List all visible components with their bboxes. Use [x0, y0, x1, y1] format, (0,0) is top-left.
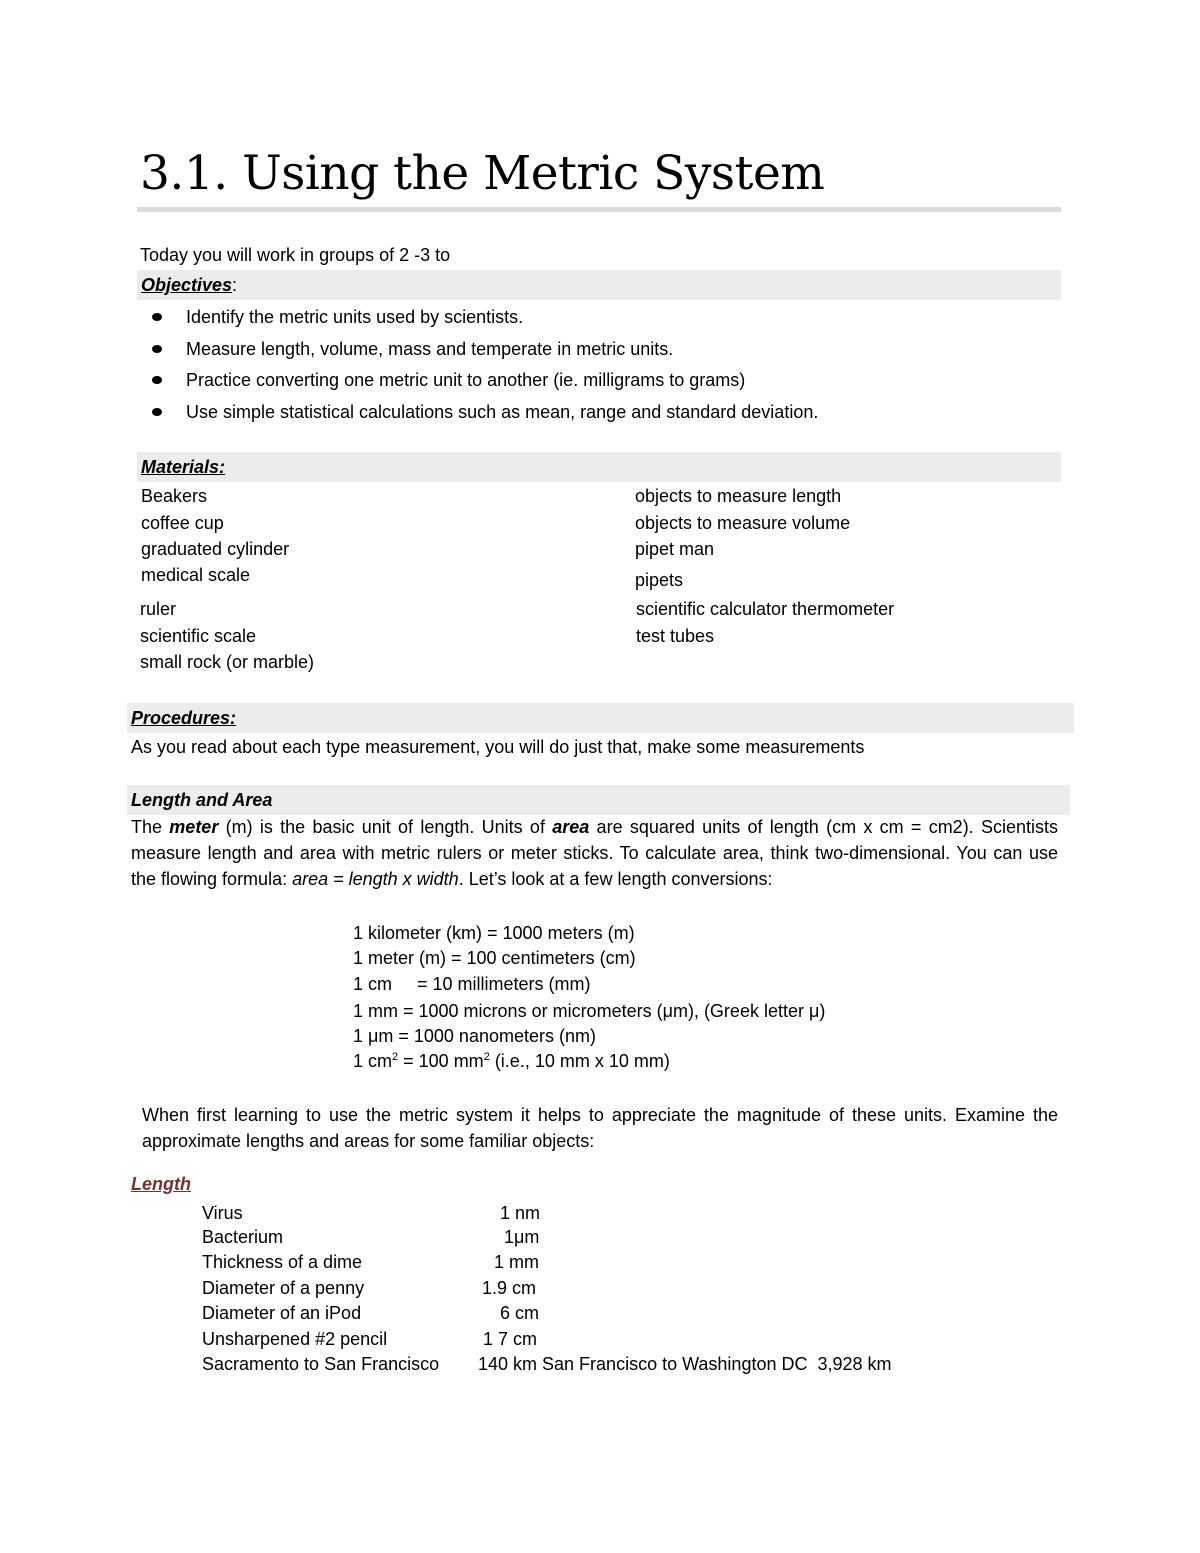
term-area: area [552, 817, 590, 837]
materials-band [137, 452, 1061, 482]
material-item: scientific scale [140, 626, 257, 646]
procedures-text: As you read about each type measurement, you will do just that, make some measurements [131, 737, 865, 757]
material-item: pipets [635, 570, 684, 590]
objectives-heading: Objectives [141, 275, 233, 295]
length-row-name: Virus [202, 1203, 243, 1223]
procedures-heading: Procedures: [131, 708, 237, 728]
objectives-heading-colon: : [232, 275, 238, 295]
material-item: coffee cup [141, 513, 224, 533]
title-rule [137, 207, 1061, 212]
material-item: objects to measure volume [635, 513, 851, 533]
length-row-name: Diameter of an iPod [202, 1303, 362, 1323]
list-item: Identify the metric units used by scientists. [140, 302, 818, 334]
conversion-line: 1 $cm^2 = 100$ $mm^2$ (i.e., 10 mm x 10 mm) [353, 1051, 670, 1071]
material-item: pipet man [635, 539, 715, 559]
length-area-heading: Length and Area [131, 790, 273, 810]
list-item: Practice converting one metric unit to another (ie. milligrams to grams) [140, 365, 818, 397]
material-item: small rock (or marble) [140, 652, 315, 672]
length-row-value: 1 7 cm [483, 1329, 538, 1349]
area-formula: area = length x width [292, 869, 459, 890]
material-item: scientific calculator thermometer [636, 599, 895, 619]
length-row-name: Diameter of a penny [202, 1278, 365, 1298]
intro-text: Today you will work in groups of 2 -3 to [140, 245, 451, 265]
conversion-line: 1 meter (m) = 100 centimeters (cm) [353, 948, 636, 968]
list-item: Measure length, volume, mass and temperate in metric units. [140, 334, 818, 366]
length-row-name: Unsharpened #2 pencil [202, 1329, 388, 1349]
length-row-value: 1μm [504, 1227, 540, 1247]
material-item: objects to measure length [635, 486, 842, 506]
length-row-name: Sacramento to San Francisco [202, 1354, 440, 1374]
length-row-value: 1 mm [494, 1252, 539, 1272]
length-row-name: Bacterium [202, 1227, 284, 1247]
length-row-value: 1.9 cm [482, 1278, 537, 1298]
materials-heading: Materials: [141, 457, 226, 477]
list-item: Use simple statistical calculations such as mean, range and standard deviation. [140, 397, 818, 429]
bullet-icon [152, 345, 162, 353]
length-area-paragraph: The meter (m) is the basic unit of length. Units of area are squared units of length (cm x cm = cm2). Scientists measure length and area with metric rulers or meter sticks. To calculate area, think two-dimensional. You can use the flowing formula: area = length x width. Let’s look at a few length conversions: [131, 817, 1058, 890]
material-item: test tubes [636, 626, 715, 646]
material-item: ruler [140, 599, 177, 619]
conversion-line: 1 mm = 1000 microns or micrometers (μm), (Greek letter μ) [353, 1001, 826, 1021]
length-row-value: 6 cm [500, 1303, 540, 1323]
length-row-name: Thickness of a dime [202, 1252, 363, 1272]
procedures-band [127, 703, 1074, 733]
material-item: medical scale [141, 565, 251, 585]
term-meter: meter [169, 817, 219, 837]
conversion-line: 1 cm = 10 millimeters (mm) [353, 974, 591, 994]
conversion-line: 1 μm = 1000 nanometers (nm) [353, 1026, 596, 1046]
magnitude-paragraph: When first learning to use the metric system it helps to appreciate the magnitude of these units. Examine the approximate lengths and areas for some familiar objects: [142, 1105, 1058, 1151]
length-row-value: 140 km San Francisco to Washington DC 3,928 km [478, 1354, 892, 1374]
bullet-icon [152, 408, 162, 416]
objectives-band [137, 270, 1061, 300]
bullet-icon [152, 313, 162, 321]
bullet-icon [152, 376, 162, 384]
page-title: 3.1. Using the Metric System [140, 146, 825, 201]
length-area-band [127, 785, 1070, 815]
material-item: graduated cylinder [141, 539, 290, 559]
objectives-list [140, 302, 818, 428]
conversion-line: 1 kilometer (km) = 1000 meters (m) [353, 923, 635, 943]
length-row-value: 1 nm [500, 1203, 541, 1223]
length-heading: Length [131, 1174, 191, 1194]
material-item: Beakers [141, 486, 208, 506]
